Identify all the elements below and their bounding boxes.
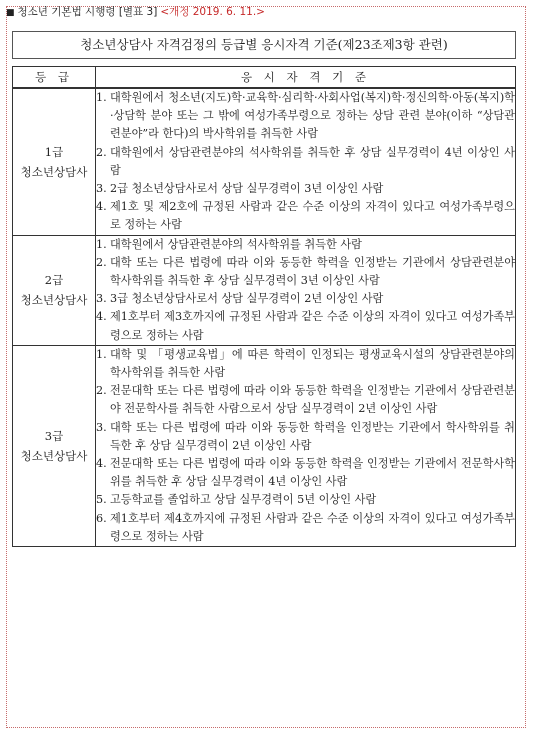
requirement-list xyxy=(96,346,515,546)
item-number: 2. xyxy=(96,384,107,398)
list-item xyxy=(96,346,515,382)
item-text: 2급 청소년상담사로서 상담 실무경력이 3년 이상인 사람 xyxy=(110,182,384,196)
grade-column-header: 등 급 xyxy=(13,67,96,89)
item-number: 4. xyxy=(96,457,107,471)
item-number: 1. xyxy=(96,91,107,104)
grade-cell xyxy=(13,235,96,345)
requirements-cell xyxy=(96,235,516,345)
list-item xyxy=(96,254,515,290)
requirements-column-header: 응 시 자 격 기 준 xyxy=(96,67,516,89)
list-item xyxy=(96,491,515,509)
item-number: 2. xyxy=(96,255,107,269)
document-title: 청소년상담사 자격검정의 등급별 응시자격 기준(제23조제3항 관련) xyxy=(12,31,516,59)
grade-level: 1급 xyxy=(44,144,64,159)
table-row xyxy=(13,88,516,235)
list-item xyxy=(96,419,515,455)
item-number: 3. xyxy=(96,292,107,306)
item-number: 6. xyxy=(96,511,107,525)
item-number: 2. xyxy=(96,145,107,159)
item-text: 전문대학 또는 다른 법령에 따라 이와 동등한 학력을 인정받는 기관에서 전문학사학위를 취득한 후 상담 실무경력이 4년 이상인 사람 xyxy=(110,457,515,489)
list-item xyxy=(96,308,515,344)
annex-reference: 청소년 기본법 시행령 [별표 3] xyxy=(17,6,158,18)
list-item xyxy=(96,89,515,144)
list-item xyxy=(96,198,515,234)
table-row xyxy=(13,235,516,345)
item-text: 전문대학 또는 다른 법령에 따라 이와 동등한 학력을 인정받는 기관에서 상담관련분야 전문학사를 취득한 사람으로서 상담 실무경력이 2년 이상인 사람 xyxy=(110,384,515,416)
list-item xyxy=(96,290,515,308)
item-text: 대학 또는 다른 법령에 따라 이와 동등한 학력을 인정받는 기관에서 상담관련분야 학사학위를 취득한 후 상담 실무경력이 3년 이상인 사람 xyxy=(110,255,515,288)
item-text: 3급 청소년상담사로서 상담 실무경력이 2년 이상인 사람 xyxy=(110,292,384,306)
grade-cell xyxy=(13,345,96,546)
grade-title: 청소년상담사 xyxy=(20,448,88,463)
grade-cell xyxy=(13,88,96,235)
item-text: 고등학교를 졸업하고 상담 실무경력이 5년 이상인 사람 xyxy=(110,493,377,507)
list-item xyxy=(96,180,515,198)
item-number: 3. xyxy=(96,420,107,434)
item-number: 3. xyxy=(96,182,107,196)
item-number: 4. xyxy=(96,310,107,324)
item-text: 대학원에서 청소년(지도)학·교육학·심리학·사회사업(복지)학·정신의학·아동(복지)학·상담학 분야 또는 그 밖에 여성가족부령으로 정하는 상담 관련 분야(이하 “상담관련분야”라 한다)의 박사학위를 취득한 사람 xyxy=(110,91,515,141)
grade-level: 2급 xyxy=(44,273,64,288)
item-number: 1. xyxy=(96,347,107,361)
list-item xyxy=(96,382,515,418)
item-text: 대학 또는 다른 법령에 따라 이와 동등한 학력을 인정받는 기관에서 학사학위를 취득한 후 상담 실무경력이 2년 이상인 사람 xyxy=(110,420,515,452)
item-text: 제1호부터 제3호까지에 규정된 사람과 같은 수준 이상의 자격이 있다고 여성가족부령으로 정하는 사람 xyxy=(110,310,515,342)
list-item xyxy=(96,455,515,491)
table-header-row xyxy=(13,67,516,89)
list-item xyxy=(96,510,515,546)
item-text: 대학 및 「평생교육법」에 따른 학력이 인정되는 평생교육시설의 상담관련분야의 학사학위를 취득한 사람 xyxy=(110,347,515,380)
amendment-date: <개정 2019. 6. 11.> xyxy=(160,6,265,18)
square-bullet-icon: ■ xyxy=(6,8,15,18)
requirements-cell xyxy=(96,345,516,546)
item-number: 4. xyxy=(96,200,107,214)
grade-title: 청소년상담사 xyxy=(20,293,88,308)
item-number: 1. xyxy=(96,237,107,251)
item-text: 제1호 및 제2호에 규정된 사람과 같은 수준 이상의 자격이 있다고 여성가족부령으로 정하는 사람 xyxy=(110,200,515,232)
item-text: 대학원에서 상담관련분야의 석사학위를 취득한 사람 xyxy=(110,237,362,251)
list-item xyxy=(96,236,515,254)
list-item xyxy=(96,144,515,180)
criteria-table xyxy=(12,66,516,547)
item-number: 5. xyxy=(96,493,107,507)
requirement-list xyxy=(96,236,515,345)
requirements-cell xyxy=(96,88,516,235)
item-text: 대학원에서 상담관련분야의 석사학위를 취득한 후 상담 실무경력이 4년 이상인 사람 xyxy=(110,145,515,177)
requirement-list xyxy=(96,89,515,235)
grade-title: 청소년상담사 xyxy=(20,164,88,179)
annex-header xyxy=(6,4,265,20)
table-row xyxy=(13,345,516,546)
item-text: 제1호부터 제4호까지에 규정된 사람과 같은 수준 이상의 자격이 있다고 여성가족부령으로 정하는 사람 xyxy=(110,511,515,543)
grade-level: 3급 xyxy=(44,428,64,443)
